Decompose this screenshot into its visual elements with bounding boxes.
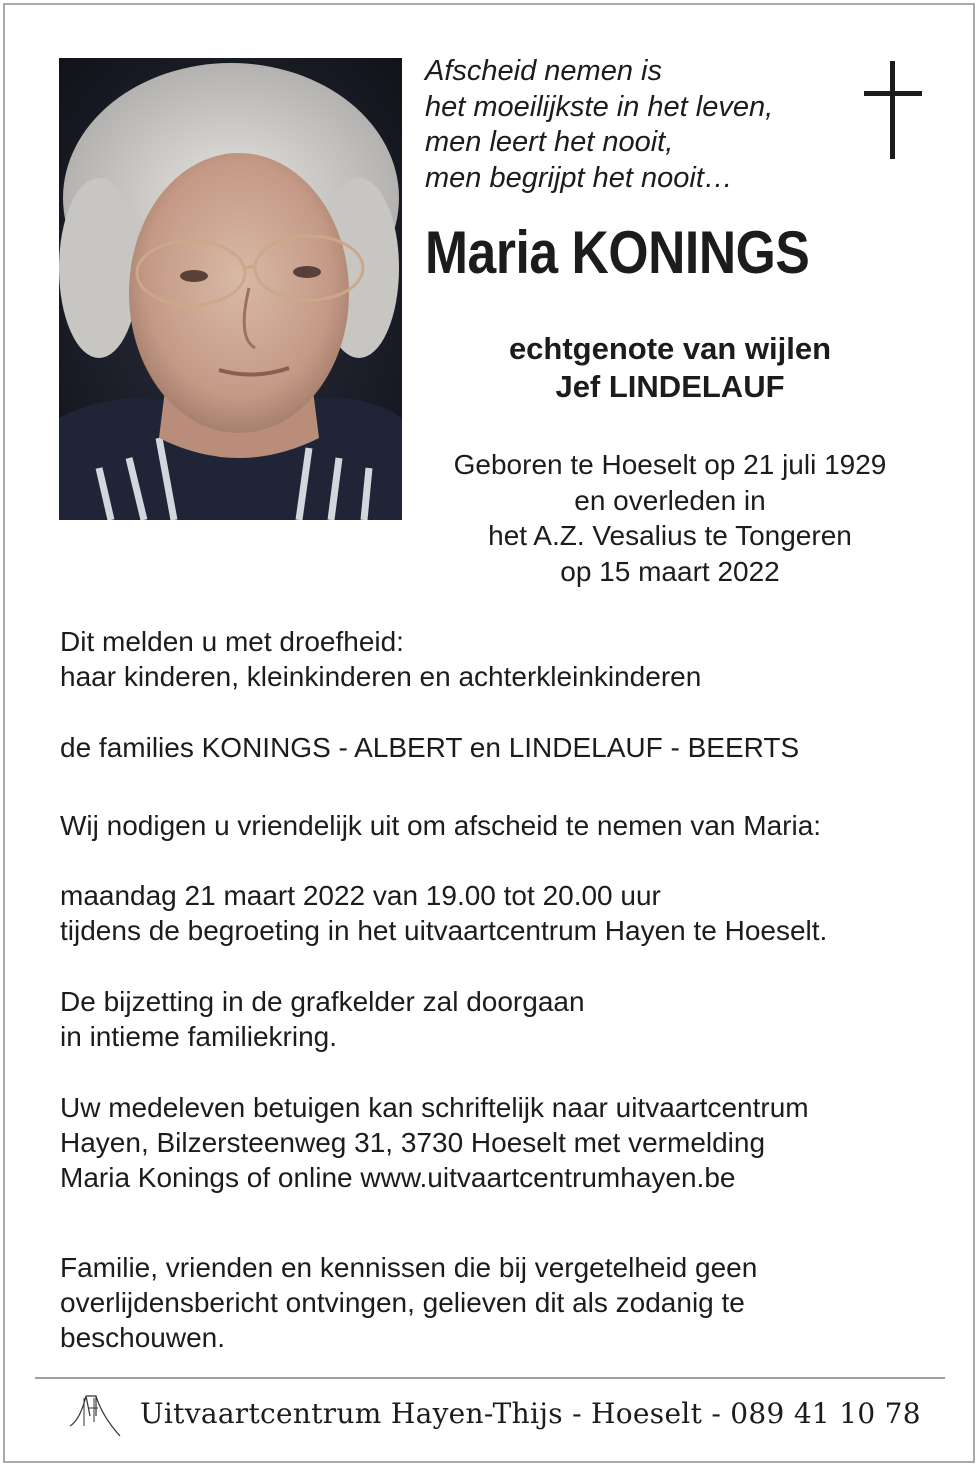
funeral-home-logo-icon [66,1386,124,1442]
verse [425,54,773,196]
families-line: de families KONINGS - ALBERT en LINDELAUF - BEERTS [60,732,800,763]
burial-info [60,984,585,1054]
verse-line: men begrijpt het nooit… [425,161,733,194]
text-line: Hayen, Bilzersteenweg 31, 3730 Hoeselt met vermelding [60,1127,766,1158]
footer-contact: Uitvaartcentrum Hayen-Thijs - Hoeselt - 089 41 10 78 [140,1397,921,1430]
text-line: in intieme familiekring. [60,1021,337,1052]
info-line: het A.Z. Vesalius te Tongeren [488,520,852,551]
visitation-info [60,878,827,948]
info-line: Geboren te Hoeselt op 21 juli 1929 [453,449,887,480]
text-line: Familie, vrienden en kennissen die bij vergetelheid geen [60,1252,758,1283]
spouse-label: echtgenote van wijlen [508,331,832,366]
invitation-line: Wij nodigen u vriendelijk uit om afscheid te nemen van Maria: [60,810,822,841]
notice-info [60,1250,757,1355]
text-line: tijdens de begroeting in het uitvaartcentrum Hayen te Hoeselt. [60,915,828,946]
birth-death-info [420,447,920,589]
cross-icon [864,61,922,159]
text-line: overlijdensbericht ontvingen, gelieven dit als zodanig te [60,1287,745,1318]
text-line: maandag 21 maart 2022 van 19.00 tot 20.00 uur [60,880,661,911]
verse-line: men leert het nooit, [425,126,674,158]
info-line: op 15 maart 2022 [560,555,780,587]
portrait-photo [59,58,402,520]
announcement-intro [60,624,701,694]
text-line: De bijzetting in de grafkelder zal doorgaan [60,986,585,1017]
deceased-name: Maria KONINGS [425,219,810,286]
condolence-info [60,1090,809,1195]
text-line: Dit melden u met droefheid: [60,626,404,657]
text-line: Maria Konings of online www.uitvaartcentrumhayen.be [60,1162,736,1193]
text-line: haar kinderen, kleinkinderen en achterkleinkinderen [60,661,702,692]
spouse-block [420,330,920,406]
spouse-name: Jef LINDELAUF [555,369,785,404]
verse-line: Afscheid nemen is [425,55,662,87]
info-line: en overleden in [574,484,766,516]
text-line: Uw medeleven betuigen kan schriftelijk naar uitvaartcentrum [60,1092,809,1123]
text-line: beschouwen. [60,1322,226,1353]
footer-divider [35,1377,945,1379]
verse-line: het moeilijkste in het leven, [425,90,774,123]
